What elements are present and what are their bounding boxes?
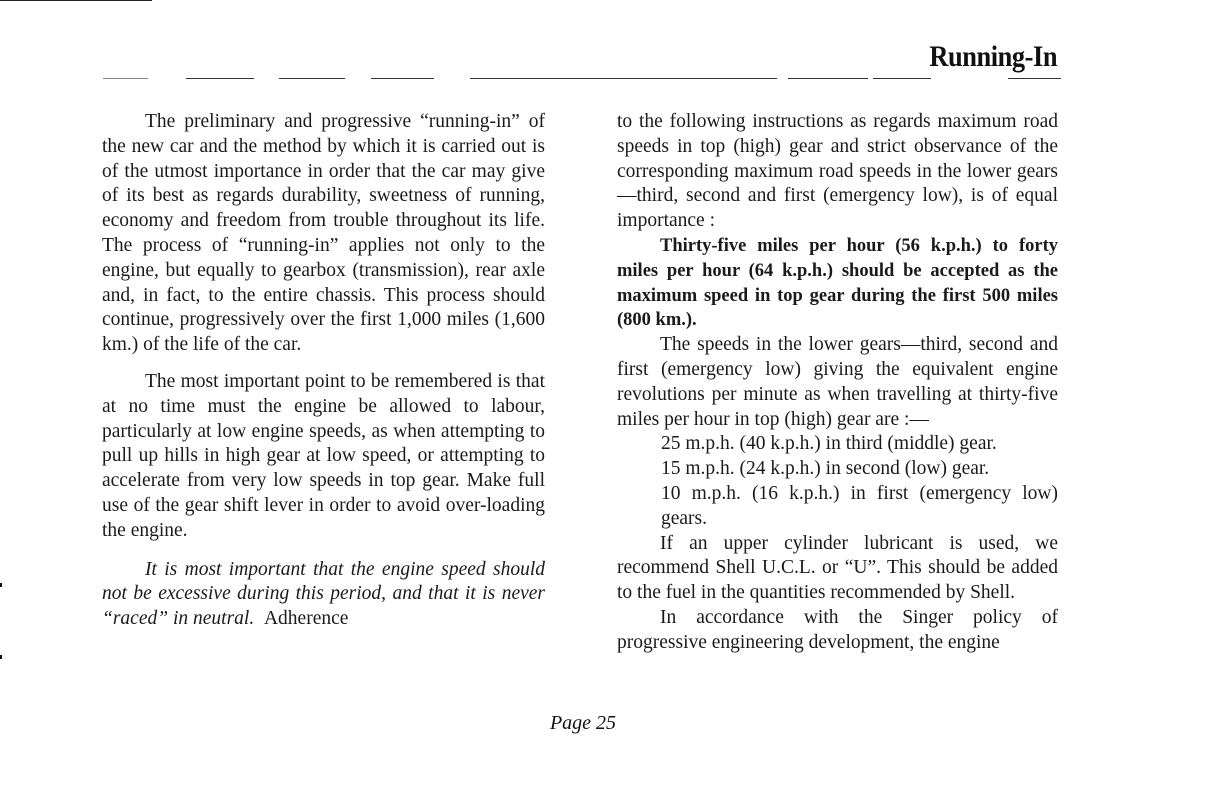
paragraph-singer-policy: In accordance with the Singer policy of progressive engineering development, the engine — [617, 606, 1058, 653]
left-column — [102, 110, 545, 632]
scan-edge-rule — [0, 0, 152, 1]
page-number: Page 25 — [549, 712, 617, 734]
paragraph-lower-gears: The speeds in the lower gears—third, second and first (emergency low) giving the equivalent engine revolutions per minute as when travelling at thirty-five miles per hour in top (high) gear are :— — [617, 334, 1058, 430]
gear-speed-third: 25 m.p.h. (40 k.p.h.) in third (middle) gear. — [661, 433, 997, 455]
header-rule — [0, 78, 1225, 82]
paragraph-engine-speed-warning — [102, 558, 545, 632]
adherence-text: Adherence — [263, 608, 349, 630]
italic-warning-text: It is most important that the engine speed should not be excessive during this period, and that it is never “raced” in neutral. — [102, 558, 545, 630]
paragraph-continuation: to the following instructions as regards maximum road speeds in top (high) gear and strict observance of the corresponding maximum road speeds in the lower gears—third, second and first (emergency low), is of equal importance : — [617, 111, 1058, 232]
page-title: Running-In — [929, 40, 1057, 73]
right-column — [617, 110, 1058, 656]
gear-speed-first: 10 m.p.h. (16 k.p.h.) in first (emergency low) gears. — [661, 482, 1058, 529]
paragraph-lubricant: If an upper cylinder lubricant is used, we recommend Shell U.C.L. or “U”. This should be added to the fuel in the quantities recommended by Shell. — [617, 532, 1058, 604]
paragraph-running-in-intro: The preliminary and progressive “running-in” of the new car and the method by which it is carried out is of the utmost importance in order that the car may give of its best as regards durability, sweetness of running, economy and freedom from trouble throughout its life. The process of “running-in” applies not only to the engine, but equally to gearbox (transmission), rear axle and, in fact, to the entire chassis. This process should continue, progressively over the first 1,000 miles (1,600 km.) of the life of the car. — [102, 111, 545, 356]
paragraph-engine-labour: The most important point to be remembered is that at no time must the engine be allowed to labour, particularly at low engine speeds, as when attempting to pull up hills in high gear at low speed, or attempting to accelerate from very low speeds in top gear. Make full use of the gear shift lever in order to avoid over-loading the engine. — [102, 370, 545, 541]
scan-edge-mark — [0, 655, 2, 659]
gear-speed-second: 15 m.p.h. (24 k.p.h.) in second (low) gear. — [661, 458, 990, 480]
scan-edge-mark — [0, 583, 2, 587]
paragraph-max-speed: Thirty-five miles per hour (56 k.p.h.) to forty miles per hour (64 k.p.h.) should be accepted as the maximum speed in top gear during the first 500 miles (800 km.). — [617, 235, 1058, 331]
